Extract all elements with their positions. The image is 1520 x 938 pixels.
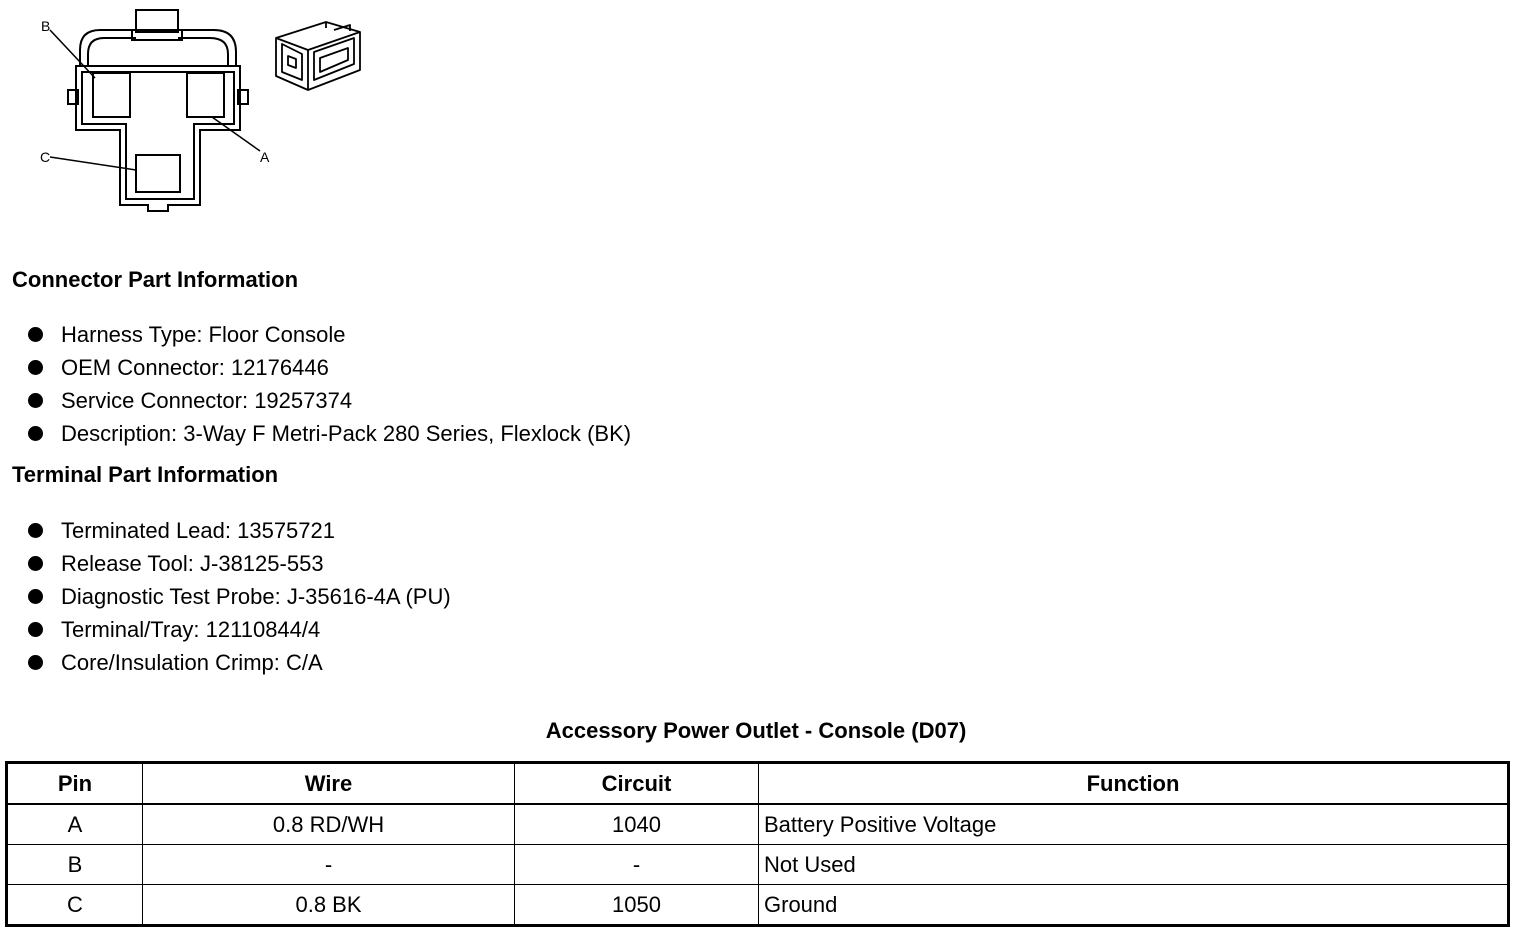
header-circuit: Circuit [515, 763, 759, 805]
terminal-info-heading: Terminal Part Information [12, 462, 279, 487]
pin-table [5, 761, 1510, 927]
cell-function: Not Used [759, 845, 1509, 885]
cavity-b [93, 73, 130, 117]
cell-circuit: - [515, 845, 759, 885]
cell-pin: C [7, 885, 143, 926]
bullet-icon [28, 523, 43, 538]
cavity-label-b: B [41, 18, 51, 34]
bullet-icon [28, 655, 43, 670]
connector-isometric-icon [268, 14, 368, 99]
header-wire: Wire [143, 763, 515, 805]
bullet-icon [28, 426, 43, 441]
list-item: Terminal/Tray: 12110844/4 [28, 613, 451, 646]
cell-function: Battery Positive Voltage [759, 804, 1509, 845]
cavity-c [136, 155, 180, 192]
terminal-info-list [28, 514, 451, 679]
table-row [7, 845, 1509, 885]
cell-wire: 0.8 RD/WH [143, 804, 515, 845]
cavity-label-a: A [260, 149, 270, 165]
table-row [7, 885, 1509, 926]
list-item: Service Connector: 19257374 [28, 384, 631, 417]
cell-circuit: 1050 [515, 885, 759, 926]
cavity-label-c: C [40, 149, 51, 165]
cell-wire: - [143, 845, 515, 885]
bullet-icon [28, 393, 43, 408]
list-item: Terminated Lead: 13575721 [28, 514, 451, 547]
cavity-a [187, 73, 224, 117]
bullet-icon [28, 589, 43, 604]
bullet-icon [28, 327, 43, 342]
list-item: Description: 3-Way F Metri-Pack 280 Series, Flexlock (BK) [28, 417, 631, 450]
header-function: Function [759, 763, 1509, 805]
list-item: Release Tool: J-38125-553 [28, 547, 451, 580]
table-title: Accessory Power Outlet - Console (D07) [545, 718, 967, 743]
list-item: Core/Insulation Crimp: C/A [28, 646, 451, 679]
connector-face-diagram [30, 6, 280, 216]
table-header-row [7, 763, 1509, 805]
connector-info-heading: Connector Part Information [12, 267, 299, 292]
cell-function: Ground [759, 885, 1509, 926]
header-pin: Pin [7, 763, 143, 805]
list-item: Harness Type: Floor Console [28, 318, 631, 351]
cell-wire: 0.8 BK [143, 885, 515, 926]
list-item: Diagnostic Test Probe: J-35616-4A (PU) [28, 580, 451, 613]
list-item: OEM Connector: 12176446 [28, 351, 631, 384]
connector-info-list [28, 318, 631, 450]
cell-pin: A [7, 804, 143, 845]
bullet-icon [28, 360, 43, 375]
table-row [7, 804, 1509, 845]
cell-pin: B [7, 845, 143, 885]
cell-circuit: 1040 [515, 804, 759, 845]
bullet-icon [28, 556, 43, 571]
bullet-icon [28, 622, 43, 637]
